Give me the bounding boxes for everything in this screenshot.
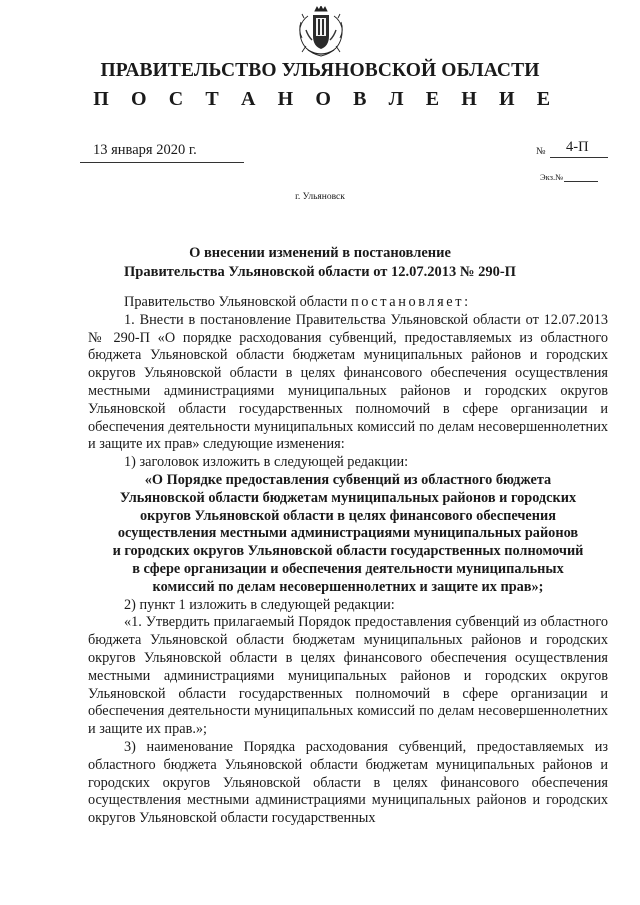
document-subject <box>70 244 570 282</box>
document-type-heading: П О С Т А Н О В Л Е Н И Е <box>93 88 559 110</box>
number-underline <box>550 157 608 158</box>
preamble-verb: постановляет: <box>350 294 471 310</box>
government-title: ПРАВИТЕЛЬСТВО УЛЬЯНОВСКОЙ ОБЛАСТИ <box>100 60 540 81</box>
new-title-line: в сфере организации и обеспечения деятельности муниципальных <box>132 560 564 577</box>
new-title-line: осуществления местными администрациями муниципальных районов <box>117 525 579 542</box>
new-title-line: комиссий по делам несовершеннолетних и защите их прав»; <box>152 578 544 595</box>
number-value: 4-П <box>566 139 589 155</box>
copy-number <box>540 172 598 182</box>
coat-of-arms-emblem <box>296 6 346 60</box>
document-date: 13 января 2020 г. <box>93 142 197 158</box>
document-body <box>88 294 608 828</box>
number-sign: № <box>536 146 546 157</box>
city-name: г. Ульяновск <box>295 192 345 202</box>
copy-underline <box>564 181 598 182</box>
document-number <box>536 139 608 159</box>
item-1: 1. Внести в постановление Правительства Ульяновской области от 12.07.2013 № 290-П «О порядке расходования субвенций, предоставляемых из областного бюджета Ульяновской области бюджетам муниципальных районов и городских округов Ульяновской области в целях финансового обеспечения осуществления местными администрациями муниципальных районов и городских округов Ульяновской области государственных полномочий в сфере организации и обеспечения деятельности муниципальных комиссий по делам несовершеннолетних и защите их прав» следующие изменения: <box>88 311 608 453</box>
new-title-line: и городских округов Ульяновской области государственных полномочий <box>112 543 584 560</box>
preamble <box>88 294 608 312</box>
quoted-item-1: «1. Утвердить прилагаемый Порядок предоставления субвенций из областного бюджета Ульяновской области бюджетам муниципальных районов и городских округов Ульяновской области в целях финансового обеспечения осуществления местными администрациями муниципальных районов и городских округов Ульяновской области государственных полномочий в сфере организации и обеспечения деятельности муниципальных комиссий по делам несовершеннолетних и защите их прав.»; <box>88 614 608 738</box>
copy-label: Экз.№ <box>540 172 564 182</box>
date-underline <box>80 162 244 163</box>
new-title-line: «О Порядке предоставления субвенций из областного бюджета <box>144 471 552 488</box>
subitem-2: 2) пункт 1 изложить в следующей редакции: <box>124 596 395 613</box>
subitem-1: 1) заголовок изложить в следующей редакции: <box>124 454 409 471</box>
new-title-line: Ульяновской области бюджетам муниципальных районов и городских <box>119 489 577 506</box>
preamble-text: Правительство Ульяновской области <box>124 294 351 310</box>
new-title-line: округов Ульяновской области в целях финансового обеспечения <box>140 507 556 524</box>
subitem-3: 3) наименование Порядка расходования субвенций, предоставляемых из областного бюджета Ульяновской области бюджетам муниципальных районов и городских округов Ульяновской области в целях финансового обеспечения осуществления местными администрациями муниципальных районов и городских округов Ульяновской области государственных <box>88 738 608 827</box>
subject-line-2: Правительства Ульяновской области от 12.07.2013 № 290-П <box>124 264 516 280</box>
new-title-block <box>88 472 608 597</box>
subject-line-1: О внесении изменений в постановление <box>189 245 451 261</box>
